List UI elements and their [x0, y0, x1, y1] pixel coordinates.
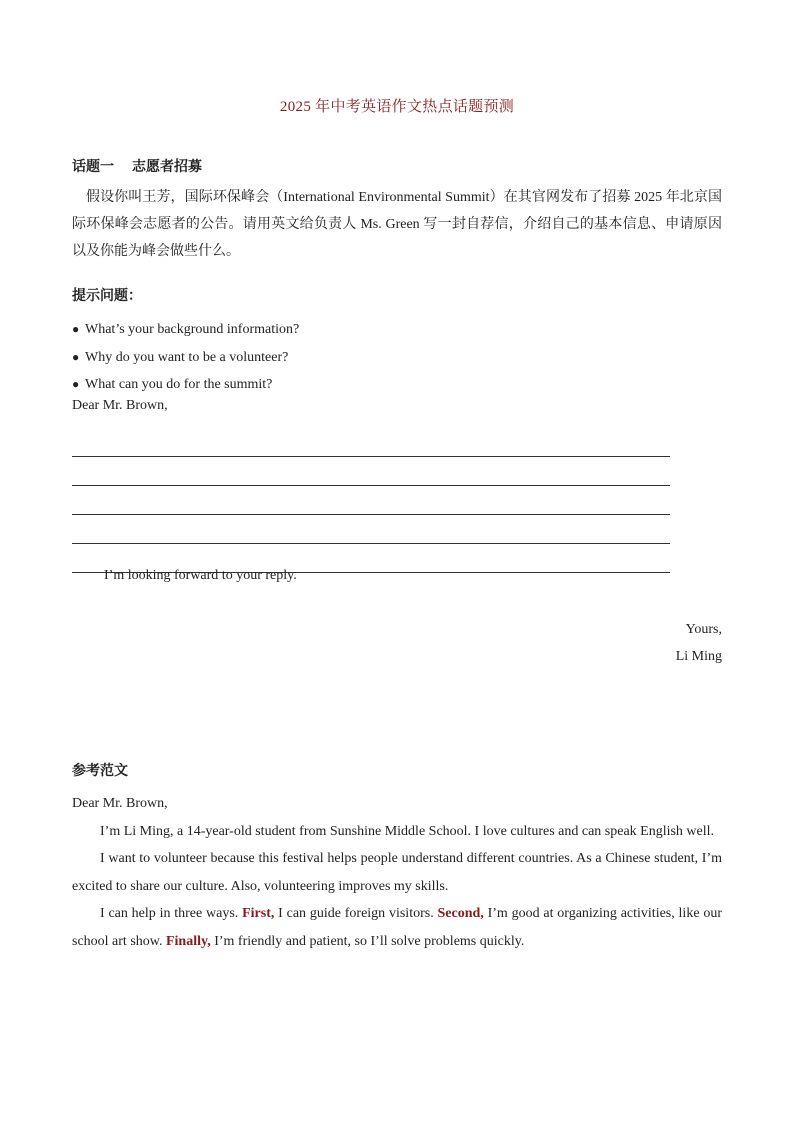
- letter-signoff: Yours,: [685, 622, 722, 637]
- essay-paragraph-1: I’m Li Ming, a 14-year-old student from Sunshine Middle School. I love cultures and can speak English well.: [100, 823, 715, 839]
- document-title: 2025 年中考英语作文热点话题预测: [279, 99, 515, 115]
- hint-list: [72, 316, 299, 399]
- list-item: ● Why do you want to be a volunteer?: [72, 344, 299, 372]
- bullet-icon: ●: [72, 322, 80, 336]
- writing-line: [72, 457, 670, 486]
- keyword-finally: Finally,: [165, 933, 211, 949]
- keyword-first: First,: [242, 906, 275, 922]
- bullet-icon: ●: [72, 349, 80, 364]
- letter-signature: Li Ming: [675, 649, 722, 664]
- model-essay: [72, 790, 722, 956]
- letter-closing-line: I’m looking forward to your reply.: [104, 568, 297, 583]
- topic-label: 话题一: [72, 159, 114, 175]
- writing-line: [72, 515, 670, 544]
- model-essay-title: 参考范文: [72, 763, 128, 779]
- document-page: [72, 0, 722, 1123]
- keyword-second: Second,: [437, 906, 484, 922]
- topic-name: 志愿者招募: [132, 159, 202, 175]
- essay-salutation: Dear Mr. Brown,: [72, 796, 168, 811]
- essay-paragraph-2: I want to volunteer because this festival helps people understand different countries. As a Chinese student, I’m excited to share our culture. Also, volunteering improves my skills.: [72, 851, 722, 894]
- writing-line: [72, 486, 670, 515]
- letter-salutation: Dear Mr. Brown,: [72, 398, 168, 413]
- list-item: ● What can you do for the summit?: [72, 371, 299, 399]
- hint-title: 提示问题：: [72, 288, 142, 304]
- bullet-icon: ●: [72, 377, 80, 391]
- essay-paragraph-3: I can help in three ways. First, I can guide foreign visitors. Second, I’m good at organizing activities, like our school art show. Finally, I’m friendly and patient, so I’ll solve problems quickly.: [72, 906, 722, 949]
- topic-heading: [72, 156, 202, 176]
- writing-line: [72, 428, 670, 457]
- writing-area: [72, 428, 670, 573]
- list-item: ● What’s your background information?: [72, 316, 299, 344]
- writing-prompt: 假设你叫王芳，国际环保峰会（International Environmental Summit）在其官网发布了招募 2025 年北京国际环保峰会志愿者的公告。请用英文给负责人 Ms. Green 写一封自荐信，介绍自己的基本信息、申请原因以及你能为峰会做些什么。: [72, 190, 722, 259]
